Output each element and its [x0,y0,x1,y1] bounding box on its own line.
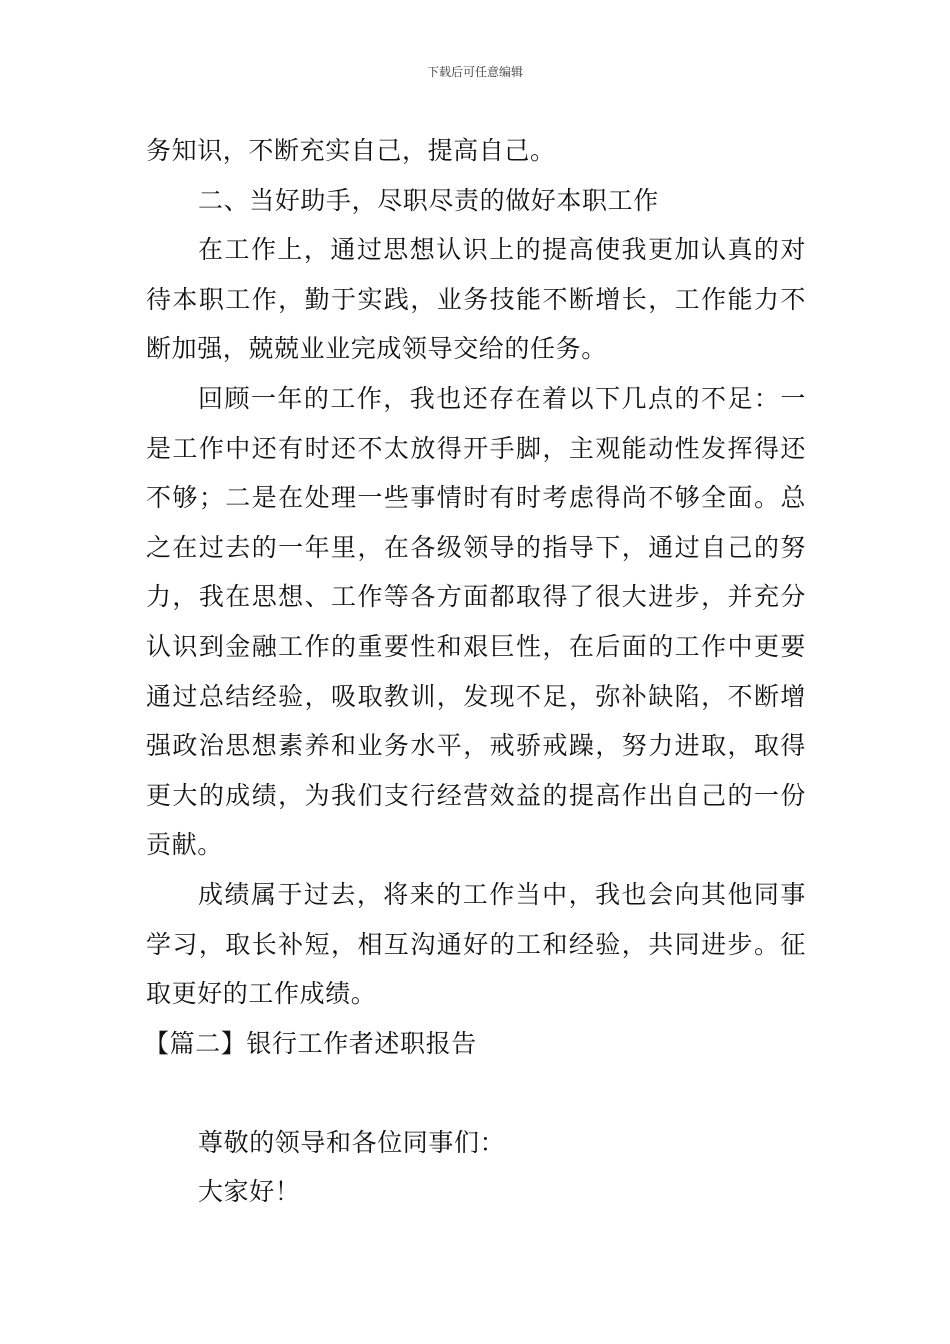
blank-line [146,1068,806,1118]
paragraph-future: 成绩属于过去，将来的工作当中，我也会向其他同事学习，取长补短，相互沟通好的工和经验，共同进步。征取更好的工作成绩。 [146,879,806,1009]
paragraph-work: 在工作上，通过思想认识上的提高使我更加认真的对待本职工作，勤于实践，业务技能不断增长，工作能力不断加强，兢兢业业完成领导交给的任务。 [146,235,806,364]
subsection-heading: 二、当好助手，尽职尽责的做好本职工作 [198,185,659,215]
page-header-note: 下载后可任意编辑 [426,65,523,79]
greeting: 大家好！ [198,1177,301,1207]
section-title: 【篇二】银行工作者述职报告 [144,1028,477,1058]
paragraph-review: 回顾一年的工作，我也还存在着以下几点的不足：一是工作中还有时还不太放得开手脚，主观能动性发挥得还不够；二是在处理一些事情时有时考虑得尚不够全面。总之在过去的一年里，在各级领导的指导下，通过自己的努力，我在思想、工作等各方面都取得了很大进步，并充分认识到金融工作的重要性和艰巨性，在后面的工作中更要通过总结经验，吸取教训，发现不足，弥补缺陷，不断增强政治思想素养和业务水平，戒骄戒躁，努力进取，取得更大的成绩，为我们支行经营效益的提高作出自己的一份贡献。 [146,383,806,860]
document-body [146,126,806,1217]
salutation: 尊敬的领导和各位同事们： [198,1127,506,1157]
paragraph-continuation: 务知识，不断充实自己，提高自己。 [146,136,556,165]
